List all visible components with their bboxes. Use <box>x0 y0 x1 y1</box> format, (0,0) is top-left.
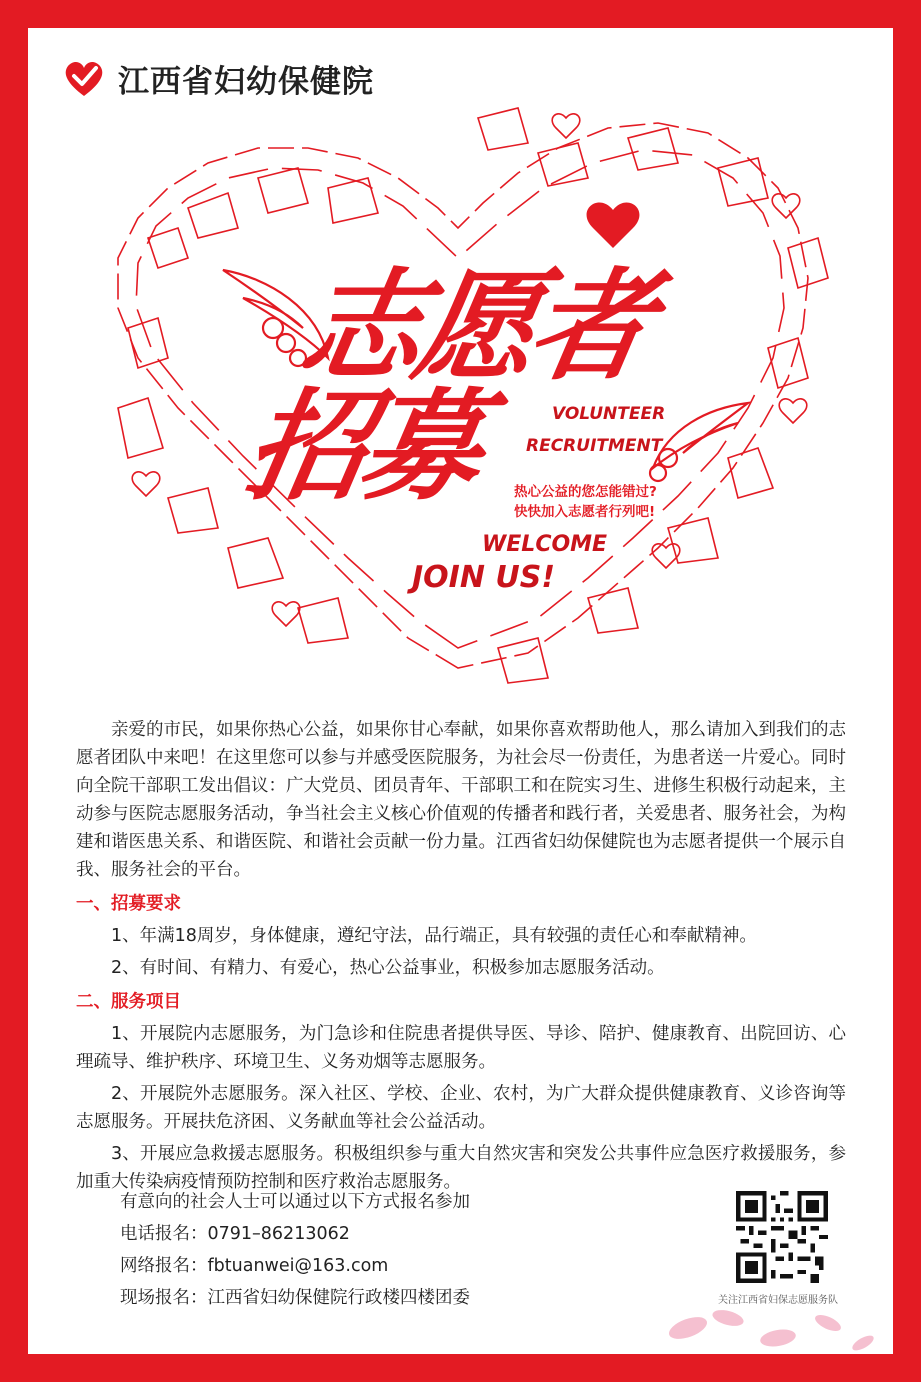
slogan-line-2: 快快加入志愿者行列吧! <box>514 504 656 520</box>
petals-decoration <box>648 1298 893 1354</box>
contact-block <box>120 1186 470 1314</box>
intro-paragraph: 亲爱的市民，如果你热心公益，如果你甘心奉献，如果你喜欢帮助他人，那么请加入到我们的志愿者团队中来吧！在这里您可以参与并感受医院服务，为社会尽一份责任，为患者送一片爱心。同时向全院干部职工发出倡议：广大党员、团员青年、干部职工和在院实习生、进修生积极行动起来，主动参与医院志愿服务活动，争当社会主义核心价值观的传播者和践行者，关爱患者、服务社会，为构建和谐医患关系、和谐医院、和谐社会贡献一份力量。江西省妇幼保健院也为志愿者提供一个展示自我、服务社会的平台。 <box>76 720 846 880</box>
poster <box>28 28 893 1354</box>
service-item: 3、开展应急救援志愿服务。积极组织参与重大自然灾害和突发公共事件应急医疗救援服务，参加重大传染病疫情预防控制和医疗救治志愿服务。 <box>76 1144 846 1192</box>
contact-intro: 有意向的社会人士可以通过以下方式报名参加 <box>120 1192 470 1212</box>
title-recruit: 招募 <box>235 378 489 517</box>
slogan <box>514 482 657 522</box>
section-heading-services: 二、服务项目 <box>76 992 181 1012</box>
requirement-item: 2、有时间、有精力、有爱心，热心公益事业，积极参加志愿服务活动。 <box>111 958 665 978</box>
body-content <box>76 716 846 1196</box>
org-name: 江西省妇幼保健院 <box>118 63 374 100</box>
title-volunteer: 志愿者 <box>290 258 658 397</box>
service-item: 1、开展院内志愿服务，为门急诊和住院患者提供导医、导诊、陪护、健康教育、出院回访、心理疏导、维护秩序、环境卫生、义务劝烟等志愿服务。 <box>76 1024 846 1072</box>
section-heading-requirements: 一、招募要求 <box>76 894 181 914</box>
join-us-text: JOIN US! <box>412 560 556 595</box>
contact-onsite: 现场报名：江西省妇幼保健院行政楼四楼团委 <box>120 1288 470 1308</box>
qr-caption: 关注江西省妇保志愿服务队 <box>718 1295 838 1306</box>
service-item: 2、开展院外志愿服务。深入社区、学校、企业、农村，为广大群众提供健康教育、义诊咨询等志愿服务。开展扶危济困、义务献血等社会公益活动。 <box>76 1084 846 1132</box>
en-volunteer: VOLUNTEER <box>552 404 666 424</box>
org-logo <box>62 56 374 100</box>
en-recruitment: RECRUITMENT <box>526 436 663 456</box>
slogan-line-1: 热心公益的您怎能错过? <box>514 484 657 500</box>
qr-code-icon[interactable] <box>736 1191 828 1283</box>
welcome-text: WELCOME <box>482 532 608 557</box>
contact-phone[interactable]: 电话报名：0791–86213062 <box>120 1224 350 1244</box>
requirement-item: 1、年满18周岁，身体健康，遵纪守法，品行端正，具有较强的责任心和奉献精神。 <box>111 926 757 946</box>
contact-email[interactable]: 网络报名：fbtuanwei@163.com <box>120 1256 389 1276</box>
heart-check-logo-icon <box>62 56 106 100</box>
